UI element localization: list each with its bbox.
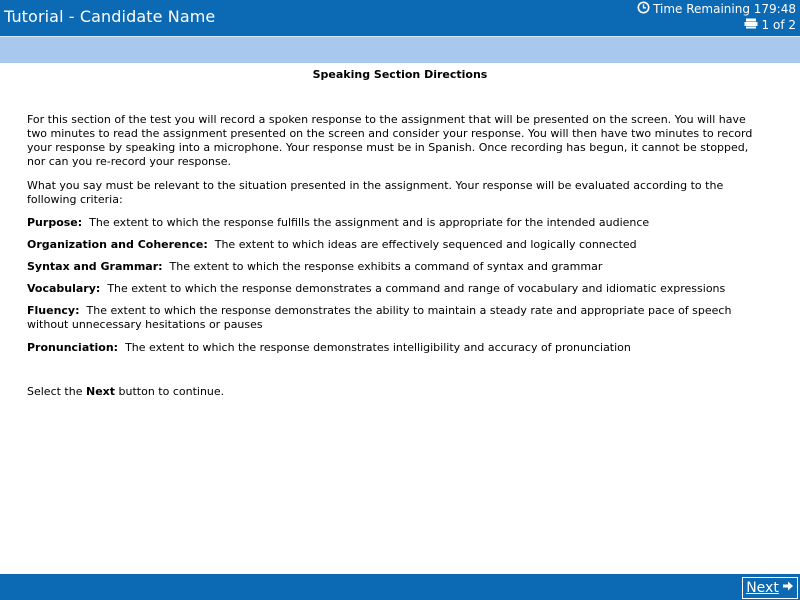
time-remaining [637, 1, 796, 17]
clock-icon [637, 1, 650, 17]
next-button[interactable] [742, 577, 798, 599]
window-title: Tutorial - Candidate Name [4, 7, 216, 26]
continue-next-word: Next [85, 385, 116, 398]
footer-bar [0, 574, 800, 600]
toolbar-strip [0, 36, 800, 63]
criterion-syntax [27, 260, 767, 274]
arrow-right-icon [782, 580, 794, 596]
next-button-label: Next [746, 580, 779, 596]
time-remaining-label: Time Remaining 179:48 [653, 2, 796, 16]
criterion-text: The extent to which the response fulfills the assignment and is appropriate for the intended audience [89, 216, 650, 229]
directions-panel [0, 62, 800, 574]
page-title: Speaking Section Directions [312, 68, 488, 81]
criterion-pronunciation [27, 341, 767, 355]
criterion-label: Syntax and Grammar: [27, 260, 163, 273]
criterion-text: The extent to which the response demonstrates intelligibility and accuracy of pronunciation [125, 341, 631, 354]
criterion-text: The extent to which ideas are effectively sequenced and logically connected [214, 238, 637, 251]
criterion-label: Organization and Coherence: [27, 238, 208, 251]
page-counter [744, 18, 796, 32]
criterion-label: Fluency: [27, 304, 80, 317]
criterion-purpose [27, 216, 767, 230]
relevance-paragraph: What you say must be relevant to the situation presented in the assignment. Your response will be evaluated according to the following criteria: [27, 179, 724, 206]
criterion-text: The extent to which the response demonstrates the ability to maintain a steady rate and appropriate pace of speech without unnecessary hesitations or pauses [27, 304, 732, 331]
title-bar [0, 0, 800, 36]
criterion-label: Vocabulary: [27, 282, 101, 295]
page-counter-label: 1 of 2 [761, 18, 796, 32]
criterion-fluency [27, 304, 767, 332]
criterion-vocabulary [27, 282, 767, 296]
criterion-label: Purpose: [27, 216, 83, 229]
criterion-organization [27, 238, 767, 252]
continue-suffix: button to continue. [118, 385, 225, 398]
continue-instruction [27, 385, 767, 399]
pages-icon [744, 18, 758, 32]
criterion-label: Pronunciation: [27, 341, 119, 354]
intro-paragraph: For this section of the test you will record a spoken response to the assignment that will be presented on the screen. You will have two minutes to read the assignment presented on the screen and consider your response. You will then have two minutes to record your response by speaking into a microphone. Your response must be in Spanish. Once recording has begun, it cannot be stopped, nor can you re-record your response. [27, 113, 753, 168]
criterion-text: The extent to which the response exhibits a command of syntax and grammar [169, 260, 603, 273]
criterion-text: The extent to which the response demonstrates a command and range of vocabulary and idiomatic expressions [107, 282, 726, 295]
continue-prefix: Select the [27, 385, 83, 398]
